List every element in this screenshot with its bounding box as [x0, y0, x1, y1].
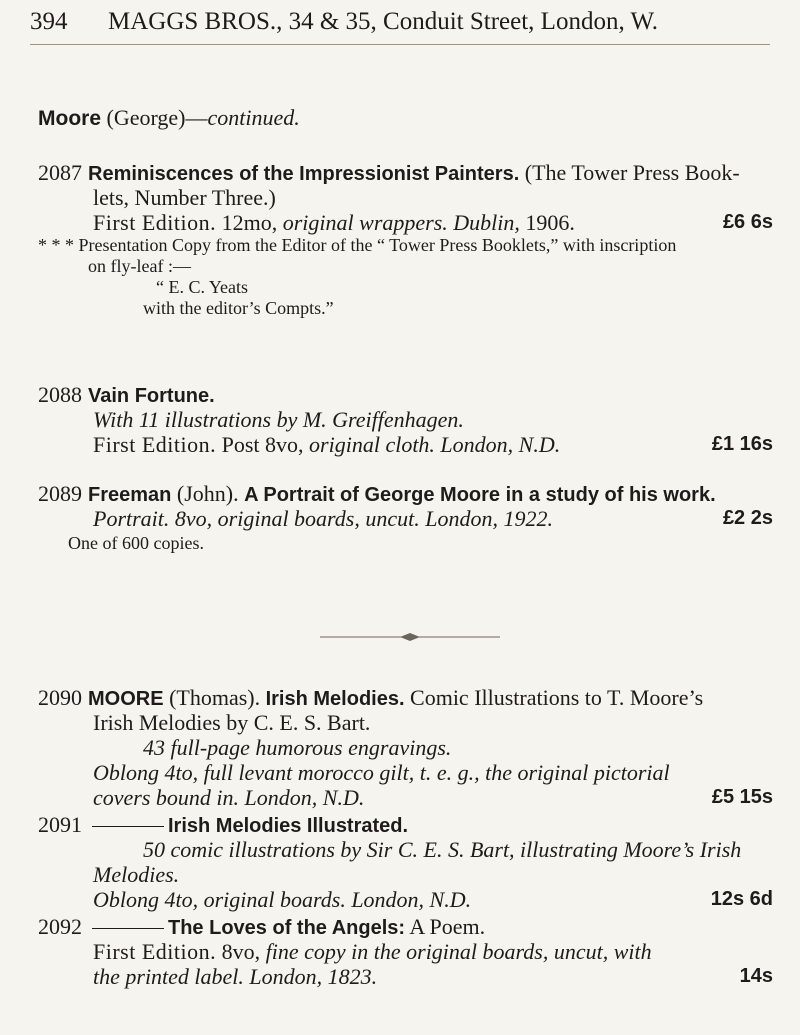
- entry-title: Vain Fortune.: [88, 385, 215, 407]
- entry-price: 12s 6d: [710, 888, 773, 910]
- entry-number: 2087: [38, 160, 82, 185]
- entry-number: 2088: [38, 382, 82, 407]
- entry-number: 2091: [38, 812, 82, 837]
- section-heading: Moore (George)—continued.: [38, 105, 300, 130]
- ornamental-divider: [320, 633, 500, 641]
- entry-2087: 2087 Reminiscences of the Impressionist Painters. (The Tower Press Book- lets, Number Three.) First Edition. 12mo, original wrappers. Dublin, 1906. £6 6s * * * Presentation Copy from the Editor of the “ Tower Press Booklets,” with inscription on fly-leaf :— “ E. C. Yeats with the editor’s Compts.”: [38, 160, 773, 318]
- publisher-line: MAGGS BROS., 34 & 35, Conduit Street, London, W.: [108, 8, 659, 35]
- entry-price: £5 15s: [711, 786, 773, 808]
- presentation-note: * * * Presentation Copy from the Editor of the “ Tower Press Booklets,” with inscription: [38, 235, 677, 255]
- entry-price: £2 2s: [722, 507, 773, 529]
- entry-price: £1 16s: [711, 433, 773, 455]
- header-rule: [30, 44, 770, 45]
- entry-title: The Loves of the Angels:: [168, 917, 406, 939]
- entry-2090: 2090 MOORE (Thomas). Irish Melodies. Comic Illustrations to T. Moore’s Irish Melodies by C. E. S. Bart. 43 full-page humorous engravings. Oblong 4to, full levant morocco gilt, t. e. g., the original pictorial covers bound in. London, N.D. £5 15s: [38, 685, 773, 810]
- entry-title: Irish Melodies Illustrated.: [168, 815, 409, 837]
- entry-2091: 2091 Irish Melodies Illustrated. 50 comic illustrations by Sir C. E. S. Bart, illustrating Moore’s Irish Melodies. Oblong 4to, original boards. London, N.D. 12s 6d: [38, 812, 773, 912]
- entry-number: 2089: [38, 481, 82, 506]
- entry-title: A Portrait of George Moore in a study of his work.: [244, 484, 716, 506]
- ditto-dash: [92, 928, 164, 929]
- ditto-dash: [92, 826, 164, 827]
- entry-2088: 2088 Vain Fortune. With 11 illustrations by M. Greiffenhagen. First Edition. Post 8vo, original cloth. London, N.D. £1 16s: [38, 382, 773, 457]
- section-author: Moore: [38, 107, 101, 130]
- continued-label: continued.: [207, 105, 300, 130]
- entry-number: 2092: [38, 914, 82, 939]
- entry-2092: 2092 The Loves of the Angels: A Poem. First Edition. 8vo, fine copy in the original boards, uncut, with the printed label. London, 1823. 14s: [38, 914, 773, 989]
- entry-title: Reminiscences of the Impressionist Painters.: [88, 163, 520, 185]
- entry-price: £6 6s: [722, 211, 773, 233]
- entry-price: 14s: [739, 965, 773, 987]
- entry-2089: 2089 Freeman (John). A Portrait of George Moore in a study of his work. Portrait. 8vo, original boards, uncut. London, 1922. £2 2s One of 600 copies.: [38, 481, 773, 553]
- entry-number: 2090: [38, 685, 82, 710]
- entry-author: Freeman: [88, 484, 172, 506]
- entry-author: MOORE: [88, 688, 164, 710]
- page-header: [30, 2, 770, 42]
- page-number: 394: [30, 8, 68, 35]
- entry-title: Irish Melodies.: [265, 688, 405, 710]
